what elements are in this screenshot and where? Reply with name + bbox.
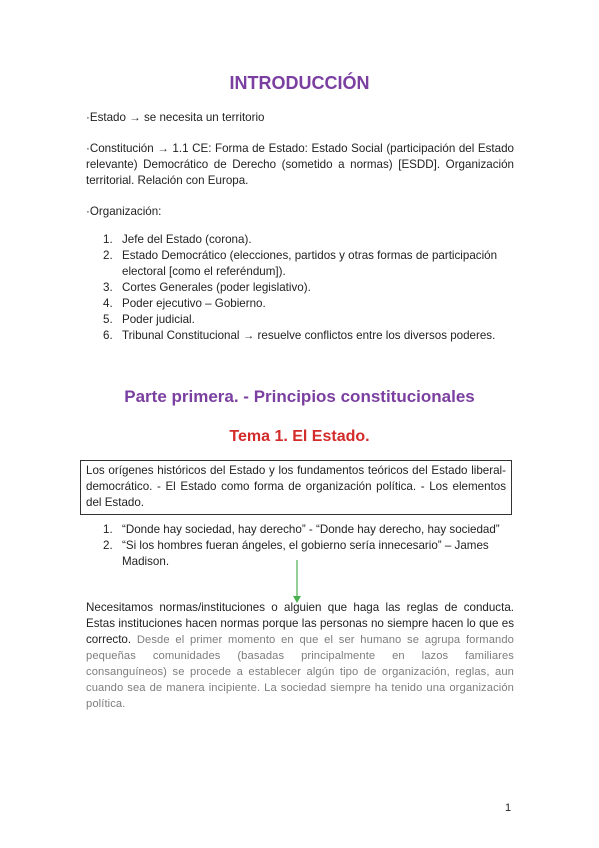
list-number: 3. <box>103 281 113 294</box>
page-number: 1 <box>505 802 512 814</box>
list-number: 5. <box>103 313 113 326</box>
part-heading: Parte primera. - Principios constitucionales <box>124 387 475 406</box>
list-item <box>86 280 516 296</box>
quote-text: “Donde hay sociedad, hay derecho” - “Donde hay derecho, hay sociedad” <box>122 523 500 536</box>
list-number: 2. <box>103 249 113 262</box>
list-number: 1. <box>103 523 113 536</box>
main-paragraph-dark: Necesitamos normas/instituciones o alguien que haga las reglas de conducta. Estas instituciones hacen normas porque las personas no siempre hacen lo que es correcto. <box>86 601 514 646</box>
list-text: Poder ejecutivo – Gobierno. <box>122 297 266 310</box>
down-arrow-icon <box>291 560 303 604</box>
list-text: Estado Democrático (elecciones, partidos y otras formas de participación electoral [como el referéndum]). <box>122 249 498 278</box>
tema-heading: Tema 1. El Estado. <box>229 428 370 445</box>
list-text: Poder judicial. <box>122 313 195 326</box>
list-number: 2. <box>103 539 113 552</box>
main-paragraph-grey: Desde el primer momento en que el ser humano se agrupa formando pequeñas comunidades (basadas principalmente en lazos familiares consanguíneos) se procede a establecer algún tipo de organización, reglas, aun cuando sea de manera incipiente. La sociedad siempre ha tenido una organización política. <box>86 634 515 710</box>
organizacion-label: ·Organización: <box>86 205 162 218</box>
list-number: 1. <box>103 233 113 246</box>
list-text: Cortes Generales (poder legislativo). <box>122 281 311 294</box>
organizacion-list <box>86 232 516 344</box>
list-number: 6. <box>103 329 113 342</box>
list-item <box>86 232 516 248</box>
list-item <box>86 522 518 538</box>
tema-summary-box <box>80 460 512 515</box>
list-item <box>86 248 516 280</box>
constitucion-line: ·Constitución → 1.1 CE: Forma de Estado: Estado Social (participación del Estado relevante) Democrático de Derecho (sometido a normas) [ESDD]. Organización territorial. Relación con Europa. <box>86 142 514 187</box>
main-paragraph <box>86 600 514 712</box>
list-item <box>86 312 516 328</box>
list-item <box>86 296 516 312</box>
quote-text: “Si los hombres fueran ángeles, el gobierno sería innecesario” – James Madison. <box>122 539 489 568</box>
tema-summary-text: Los orígenes históricos del Estado y los fundamentos teóricos del Estado liberal-democrático. - El Estado como forma de organización política. - Los elementos del Estado. <box>86 464 506 509</box>
estado-line: ·Estado → se necesita un territorio <box>86 111 265 124</box>
list-item <box>86 328 516 344</box>
list-text: Jefe del Estado (corona). <box>122 233 252 246</box>
list-number: 4. <box>103 297 113 310</box>
list-text: Tribunal Constitucional → resuelve conflictos entre los diversos poderes. <box>122 329 496 342</box>
intro-heading: INTRODUCCIÓN <box>229 73 370 93</box>
